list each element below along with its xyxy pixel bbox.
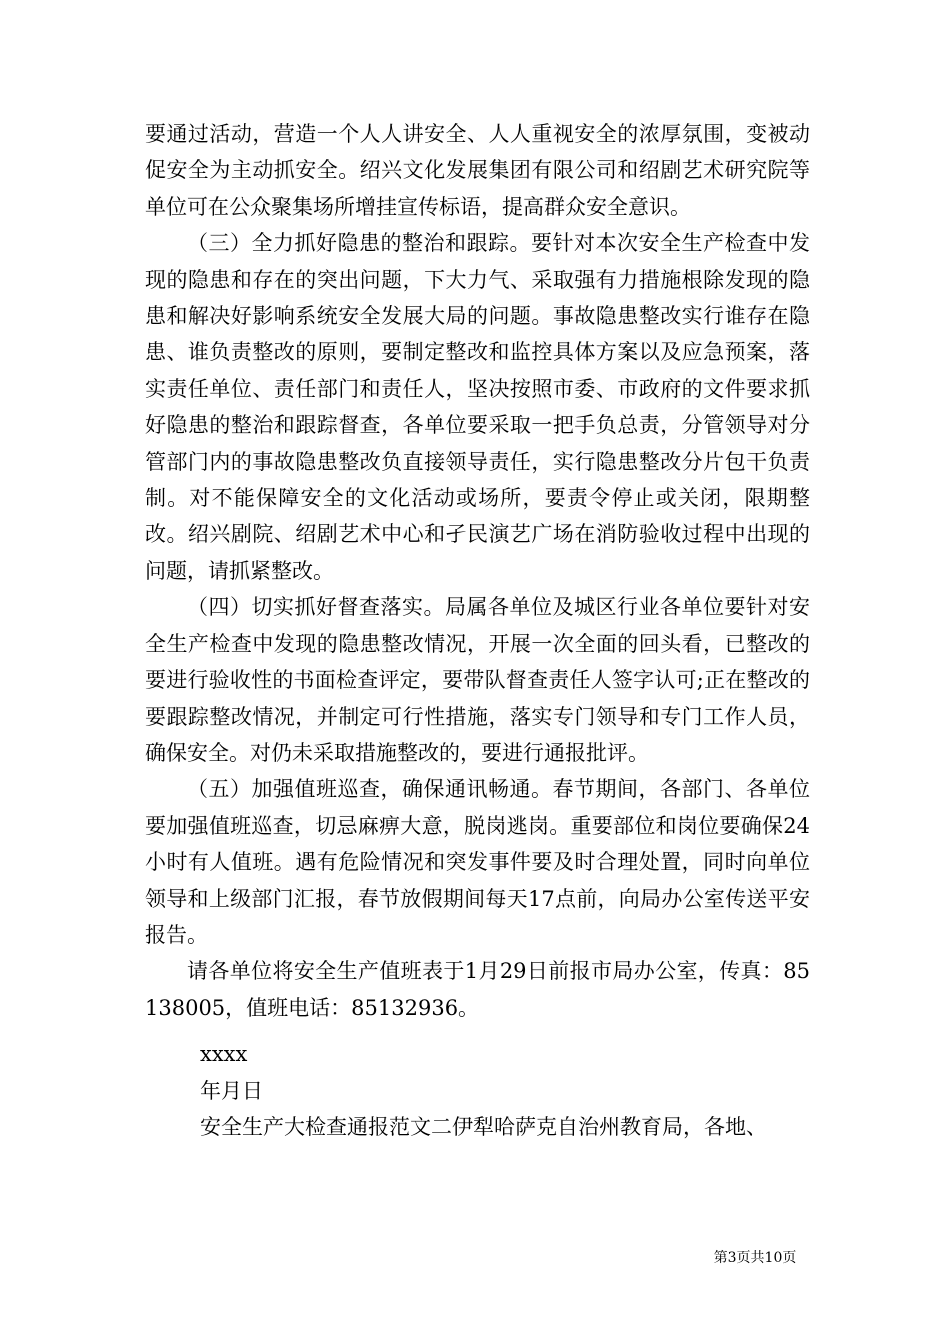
paragraph-continuation: 要通过活动，营造一个人人讲安全、人人重视安全的浓厚氛围，变被动促安全为主动抓安全。绍兴文化发展集团有限公司和绍剧艺术研究院等单位可在公众聚集场所增挂宣传标语，提高群众安全意识。 xyxy=(145,122,810,219)
paragraph-duty-notice: 请各单位将安全生产值班表于1月29日前报市局办公室，传真：85138005，值班电话：85132936。 xyxy=(145,959,810,1020)
page-footer xyxy=(0,1249,950,1267)
paragraph-section-5: （五）加强值班巡查，确保通讯畅通。春节期间，各部门、各单位要加强值班巡查，切忌麻痹大意，脱岗逃岗。重要部位和岗位要确保24小时有人值班。遇有危险情况和突发事件要及时合理处置，同时向单位领导和上级部门汇报，春节放假期间每天17点前，向局办公室传送平安报告。 xyxy=(145,777,810,947)
signature-date: 年月日 xyxy=(200,1078,263,1103)
paragraph-section-4: （四）切实抓好督查落实。局属各单位及城区行业各单位要针对安全生产检查中发现的隐患整改情况，开展一次全面的回头看，已整改的要进行验收性的书面检查评定，要带队督查责任人签字认可;正在整改的要跟踪整改情况，并制定可行性措施，落实专门领导和专门工作人员，确保安全。对仍未采取措施整改的，要进行通报批评。 xyxy=(145,595,810,765)
page-number: 第3页共10页 xyxy=(713,1250,797,1266)
closing-line: 安全生产大检查通报范文二伊犁哈萨克自治州教育局，各地、 xyxy=(200,1114,767,1139)
document-body xyxy=(145,116,810,1145)
signature-name: xxxx xyxy=(200,1042,248,1067)
paragraph-section-3: （三）全力抓好隐患的整治和跟踪。要针对本次安全生产检查中发现的隐患和存在的突出问题，下大力气、采取强有力措施根除发现的隐患和解决好影响系统安全发展大局的问题。事故隐患整改实行谁存在隐患、谁负责整改的原则，要制定整改和监控具体方案以及应急预案，落实责任单位、责任部门和责任人，坚决按照市委、市政府的文件要求抓好隐患的整治和跟踪督查，各单位要采取一把手负总责，分管领导对分管部门内的事故隐患整改负直接领导责任，实行隐患整改分片包干负责制。对不能保障安全的文化活动或场所，要责令停止或关闭，限期整改。绍兴剧院、绍剧艺术中心和孑民演艺广场在消防验收过程中出现的问题，请抓紧整改。 xyxy=(145,231,810,583)
